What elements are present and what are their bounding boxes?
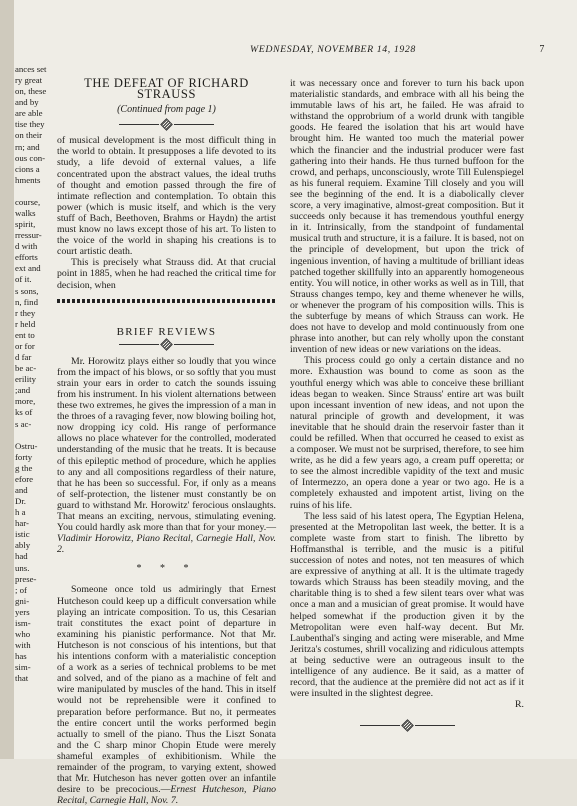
facing-page-fragments	[15, 64, 47, 704]
margin-fragment: walks	[15, 208, 36, 219]
margin-fragment: g the	[15, 462, 33, 473]
article-title: THE DEFEAT OF RICHARD STRAUSS	[84, 76, 249, 102]
margin-fragment: istic	[15, 529, 30, 540]
margin-fragment: sim-	[15, 662, 31, 673]
margin-fragment: who	[15, 628, 31, 639]
margin-fragment: ext and	[15, 263, 41, 274]
margin-fragment: are able	[15, 108, 43, 119]
article-paragraph: The less said of his latest opera, The Egyptian Helena, presented at the Metropolitan last week, the better. It is a complete waste from start to finish. The libretto by Hoffmansthal is terrible, and the music is a pitiful succession of notes and notes, not ten measures of which are expressive of anything at all. It is the ultimate tragedy towards which Strauss has been steadily moving, and the charitable thing is to shed a few silent tears over what was once a man and a musician of great promise. It would have helped somewhat if the production given it by the Metropolitan were even half-way decent. But Mr. Laubenthal's singing and acting were miserable, and Mme Jeritza's costumes, shrill vocalizing and ridiculous attempts at being seductive were an outrageous insult to the intelligence of any audience. Be it said, as a matter of record, that the audience at the première did not act as if it were insulted in the slightest degree.	[290, 510, 524, 700]
review-paragraph	[57, 356, 276, 556]
margin-fragment: prese-	[15, 573, 37, 584]
margin-fragment: with	[15, 640, 31, 651]
margin-fragment: r held	[15, 318, 36, 329]
running-header	[250, 44, 545, 58]
review-paragraph	[57, 584, 276, 806]
margin-fragment: erility	[15, 374, 37, 385]
margin-fragment: Ostru-	[15, 440, 38, 451]
margin-fragment: hments	[15, 174, 41, 185]
margin-fragment: s sons,	[15, 285, 39, 296]
margin-fragment: on their	[15, 130, 43, 141]
margin-fragment: and by	[15, 97, 39, 108]
margin-fragment: rn; and	[15, 141, 40, 152]
margin-fragment: ous con-	[15, 152, 46, 163]
margin-fragment: or for	[15, 340, 35, 351]
margin-fragment: be ac-	[15, 363, 37, 374]
margin-fragment	[15, 430, 37, 441]
margin-fragment: n, find	[15, 296, 38, 307]
margin-fragment: ably	[15, 540, 31, 551]
margin-fragment: that	[15, 673, 29, 684]
margin-fragment: cions a	[15, 163, 40, 174]
margin-fragment: ks of	[15, 407, 33, 418]
ornament-divider	[57, 340, 276, 350]
margin-fragment: of it.	[15, 274, 32, 285]
margin-fragment: uns.	[15, 562, 30, 573]
margin-fragment: r they	[15, 307, 36, 318]
margin-fragment: ;and	[15, 385, 31, 396]
margin-fragment: spirit,	[15, 219, 36, 230]
margin-fragment: har-	[15, 518, 29, 529]
margin-fragment: Dr.	[15, 496, 26, 507]
margin-fragment: yers	[15, 606, 30, 617]
review-byline: Vladimir Horowitz, Piano Recital, Carnegie Hall, Nov. 2.	[57, 533, 276, 556]
margin-fragment: on, these	[15, 86, 47, 97]
review-text: Mr. Horowitz plays either so loudly that you wince from the impact of his blows, or so softly that you must strain your ears in order to catch the sounds issuing from his instrument. In his violent alternations between these two extremes, he gives the impression of a man in the throes of a ravaging fever, now blowing boiling hot, now dropping icy cold. His range of performance allows no place whatever for the controlled, moderated understanding of the music that he treats. It is because of this epileptic method of procedure, which he applies to any and all compositions regardless of their nature, that he has been so successful. For, if only as a means of self-protection, the listener must constantly be on guard to withstand Mr. Horowitz' ferocious onslaughts. That means an exciting, nervous, stimulating evening. You could hardly ask more than that for your money.—	[57, 355, 277, 534]
brief-reviews-title: BRIEF REVIEWS	[116, 325, 217, 338]
margin-fragment: d far	[15, 352, 32, 363]
margin-fragment: and	[15, 484, 28, 495]
ornament-divider	[57, 119, 276, 129]
margin-fragment: gni-	[15, 595, 30, 606]
continued-note: (Continued from page 1)	[117, 104, 216, 116]
asterism: * * *	[136, 563, 197, 575]
margin-fragment: ; of	[15, 584, 27, 595]
margin-fragment	[15, 186, 37, 197]
page-binding-edge	[0, 0, 14, 759]
margin-fragment: rressur-	[15, 230, 42, 241]
article-paragraph: This is precisely what Strauss did. At that crucial point in 1885, when he had reached the critical time for decision, when	[57, 257, 276, 291]
margin-fragment: h a	[15, 507, 26, 518]
margin-fragment: tise they	[15, 119, 45, 130]
right-column	[290, 78, 524, 736]
article-signature: R.	[515, 699, 524, 711]
article-paragraph: This process could go only a certain distance and no more. Exhaustion was bound to come as soon as the youthful energy which was able to conceive these brilliant ideas began to weaken. Since Strauss' entire art was built upon incessant invention of new ideas, and not upon the natural principle of growth and development, it was inevitable that he should drain the reservoir faster than it could be refilled. When that occurred he ceased to exist as a composer. We must not be surprised, therefore, to see him write, as he did a few years ago, a cream puff operetta; or to see the almost incredible vapidity of the text and music of Intermezzo, an opera done a year or two ago. He is a completely exhausted and impotent artist, living on the ruins of his life.	[290, 355, 524, 511]
review-byline: Ernest Hutcheson, Piano Recital, Carnegie Hall, Nov. 7.	[57, 784, 276, 806]
left-column	[57, 78, 276, 806]
margin-fragment: d with	[15, 241, 38, 252]
article-paragraph: it was necessary once and forever to turn his back upon materialistic standards, and embrace with all his being the immutable laws of his art, he failed. He was afraid to withstand the opprobrium of a world drunk with tangible goods. He feared the isolation that his art would have brought him. He wanted too much the material power which the financier and the industrial producer were fast gathering into their hands. He thus turned buffoon for the crowd, and perhaps, unconsciously, wrote Till Eulenspiegel as his funeral requiem. Examine Till closely and you will see the beginning of the end. It is a diabolically clever score, a very imaginative, almost-great composition. But it succeeds only because it has tremendous youthful energy in it. Intrinsically, from the standpoint of fundamental musical truth and structure, it is a failure. It is based, not on the principle of development, but upon the trick of ingenious invention, of having a multitude of brilliant ideas patched together skillfully into an apparently homogeneous entity. You will notice, in other works as well as in Till, that Strauss changes tempo, key and theme whenever he wills, or whenever the program of his composition wills. This is the subterfuge by means of which Strauss can work. He does not have to develop and mold continuously from one phrase into another, but can rely wholly upon the constant invention of new ideas or new variations on the ideas.	[290, 78, 524, 356]
margin-fragment: had	[15, 551, 28, 562]
margin-fragment: more,	[15, 396, 36, 407]
margin-fragment: efore	[15, 473, 34, 484]
margin-fragment: has	[15, 651, 27, 662]
article-paragraph: of musical development is the most difficult thing in the world to obtain. It presupposes a life devoted to its study, a life devoid of external values, a life concentrated upon the abstract values, the ideal truths of thought and emotion passed through the fire of intimate reflection and contemplation. To obtain this power (which is music itself, and which is the very stuff of Bach, Beethoven, Brahms or Haydn) the artist must know no laws except those of his art. To listen to the voice of the world in shaping his creations is to court artistic death.	[57, 135, 276, 258]
margin-fragment: efforts	[15, 252, 38, 263]
margin-fragment: ism-	[15, 617, 31, 628]
ornament-divider	[290, 720, 524, 730]
margin-fragment: ent to	[15, 329, 35, 340]
header-dateline: WEDNESDAY, NOVEMBER 14, 1928	[250, 44, 416, 55]
margin-fragment: ances set	[15, 64, 47, 74]
margin-fragment: ry great	[15, 75, 43, 86]
review-text: Someone once told us admiringly that Ernest Hutcheson could keep up a difficult conversation while playing an intricate composition. To us, this Cesarian trait constitutes the exact point of departure in examining his pianistic performance. Not that Mr. Hutcheson is not conscious of his intentions, but that his intentions conform with a materialistic conception of a work as a series of technical problems to be met and solved, and of the piano as a machine of felt and wire manipulated by muscles of the hand. This in itself would not be reprehensible were it confined to preparation before performance. But no, it permeates the entire concert until the works performed begin actually to smell of the piano. Thus the Liszt Sonata and the C sharp minor Chopin Etude were merely shameful examples of exhibitionism. While the remainder of the program, to varying extent, showed that Mr. Hutcheson has never gotten over an infantile desire to be precocious.—	[57, 584, 276, 796]
margin-fragment: forty	[15, 451, 33, 462]
margin-fragment: course,	[15, 196, 41, 207]
section-rule	[57, 299, 276, 303]
page-number: 7	[539, 44, 545, 55]
margin-fragment: s ac-	[15, 418, 32, 429]
